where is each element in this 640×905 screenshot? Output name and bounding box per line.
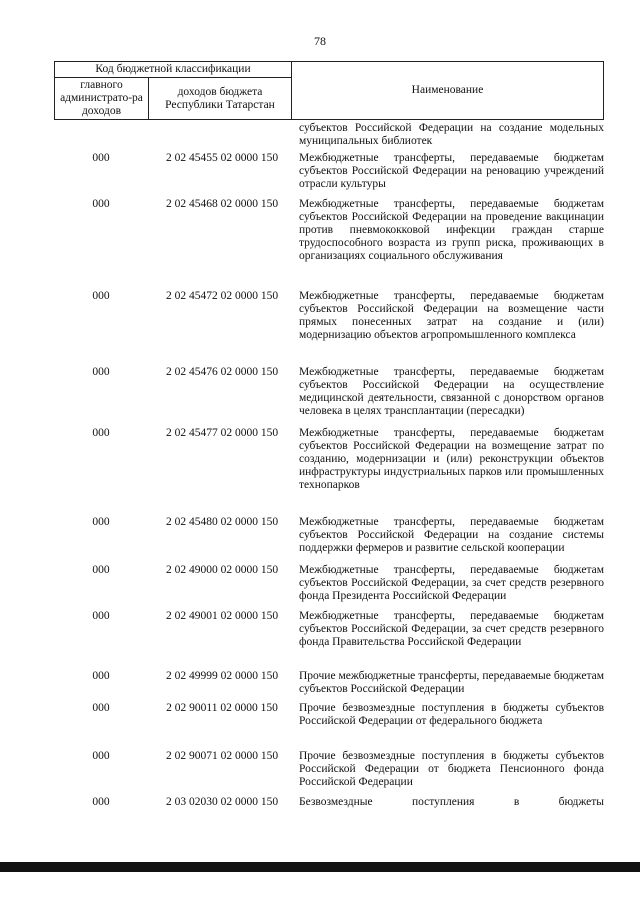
cell-name: Межбюджетные трансферты, передаваемые бюджетам субъектов Российской Федерации на проведение вакцинации против пневмококковой инфекции граждан старше трудоспособного возраста из групп риска, проживающих в организациях социального обслуживания: [299, 198, 604, 262]
table-row: [54, 750, 604, 796]
cell-admin: 000: [92, 290, 110, 302]
table-row: [54, 152, 604, 198]
cell-admin: 000: [92, 427, 110, 439]
cell-admin: 000: [92, 750, 110, 762]
cell-name: Безвозмездные поступления в бюджеты: [299, 796, 604, 808]
cell-code: 2 02 45468 02 0000 150: [165, 198, 279, 210]
cell-code: 2 02 49000 02 0000 150: [165, 564, 279, 576]
table-row: [54, 290, 604, 366]
cell-code: 2 02 49999 02 0000 150: [165, 670, 279, 682]
table-row: [54, 796, 604, 812]
cell-name: Прочие безвозмездные поступления в бюджеты субъектов Российской Федерации от бюджета Пенсионного фонда Российской Федерации: [299, 750, 604, 788]
cell-admin: 000: [92, 796, 110, 808]
cell-name: Межбюджетные трансферты, передаваемые бюджетам субъектов Российской Федерации на возмещение части прямых понесенных затрат на создание и (или) модернизацию объектов агропромышленного комплекса: [299, 290, 604, 341]
cell-admin: 000: [92, 366, 110, 378]
cell-admin: 000: [92, 702, 110, 714]
table-body: [54, 122, 604, 812]
cell-code: 2 02 45472 02 0000 150: [165, 290, 279, 302]
cell-admin: 000: [92, 516, 110, 528]
table-row-continuation: [54, 122, 604, 152]
cell-name: Межбюджетные трансферты, передаваемые бюджетам субъектов Российской Федерации, за счет средств резервного фонда Правительства Российской Федерации: [299, 610, 604, 648]
header-name: Наименование: [292, 62, 604, 120]
table-header: [54, 61, 604, 120]
cell-admin: 000: [92, 670, 110, 682]
table-row: [54, 610, 604, 670]
cell-name: Межбюджетные трансферты, передаваемые бюджетам субъектов Российской Федерации на создание системы поддержки фермеров и развитие сельской кооперации: [299, 516, 604, 554]
table-row: [54, 366, 604, 427]
cell-code: 2 02 90011 02 0000 150: [166, 702, 278, 714]
table-row: [54, 427, 604, 516]
cell-name: субъектов Российской Федерации на создание модельных муниципальных библиотек: [299, 122, 604, 147]
cell-admin: 000: [92, 610, 110, 622]
cell-admin: 000: [92, 198, 110, 210]
cell-admin: 000: [92, 564, 110, 576]
header-admin: главного администрато-ра доходов: [55, 78, 149, 120]
cell-code: 2 02 45476 02 0000 150: [165, 366, 279, 378]
cell-name: Прочие безвозмездные поступления в бюджеты субъектов Российской Федерации от федерального бюджета: [299, 702, 604, 727]
cell-name: Межбюджетные трансферты, передаваемые бюджетам субъектов Российской Федерации, за счет средств резервного фонда Президента Российской Федерации: [299, 564, 604, 602]
cell-code: 2 02 90071 02 0000 150: [165, 750, 279, 762]
cell-code: 2 02 45480 02 0000 150: [165, 516, 279, 528]
table-row: [54, 198, 604, 290]
cell-name: Межбюджетные трансферты, передаваемые бюджетам субъектов Российской Федерации на осуществление медицинской деятельности, связанной с донорством органов человека в целях трансплантации (пересадки): [299, 366, 604, 417]
header-code: доходов бюджета Республики Татарстан: [149, 78, 292, 120]
cell-code: 2 02 49001 02 0000 150: [165, 610, 279, 622]
cell-name: Межбюджетные трансферты, передаваемые бюджетам субъектов Российской Федерации на реновацию учреждений отрасли культуры: [299, 152, 604, 190]
scan-edge-bar: [0, 862, 640, 872]
cell-admin: 000: [92, 152, 110, 164]
cell-code: 2 02 45455 02 0000 150: [165, 152, 279, 164]
table-row: [54, 670, 604, 702]
cell-name: Прочие межбюджетные трансферты, передаваемые бюджетам субъектов Российской Федерации: [299, 670, 604, 695]
cell-name: Межбюджетные трансферты, передаваемые бюджетам субъектов Российской Федерации на возмещение затрат по созданию, модернизации и (или) реконструкции объектов инфраструктуры индустриальных парков или промышленных технопарков: [299, 427, 604, 491]
cell-code: 2 03 02030 02 0000 150: [165, 796, 279, 808]
page-number: 78: [314, 34, 326, 48]
table-row: [54, 702, 604, 750]
cell-admin: [54, 122, 148, 152]
table-row: [54, 516, 604, 564]
table-row: [54, 564, 604, 610]
header-group-title: Код бюджетной классификации: [55, 62, 292, 78]
cell-code: [148, 122, 296, 152]
cell-code: 2 02 45477 02 0000 150: [165, 427, 279, 439]
